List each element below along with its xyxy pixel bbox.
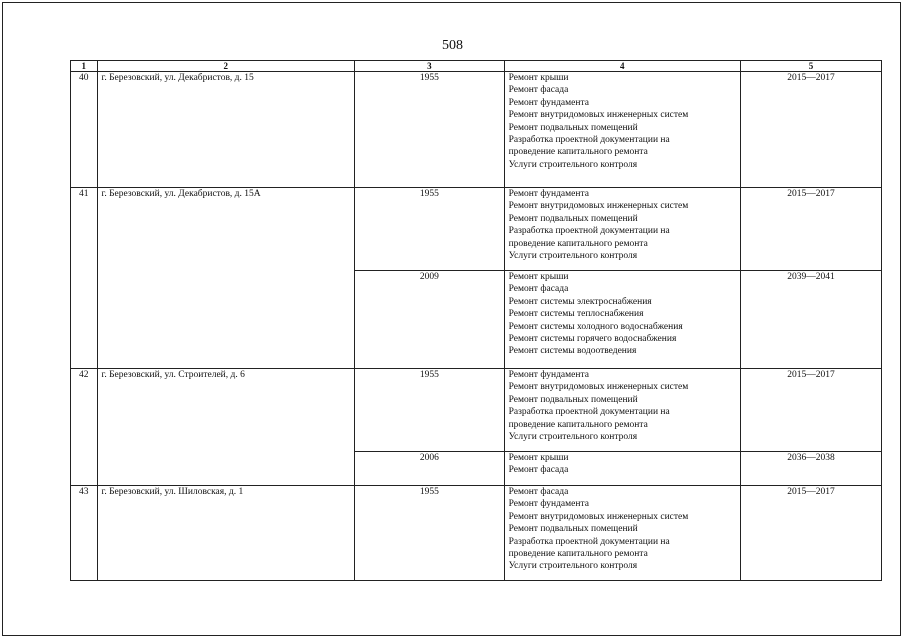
column-header: 3	[355, 61, 504, 72]
period-cell: 2015—2017	[740, 72, 881, 188]
page-number: 508	[442, 38, 463, 53]
work-item: Ремонт внутридомовых инженерных систем	[508, 110, 689, 121]
period-cell: 2015—2017	[740, 369, 881, 452]
address-cell: г. Березовский, ул. Шиловская, д. 1	[97, 486, 355, 581]
work-item: проведение капитального ремонта	[508, 419, 648, 430]
work-item: Услуги строительного контроля	[508, 251, 638, 262]
period-cell: 2015—2017	[740, 486, 881, 581]
work-item: проведение капитального ремонта	[508, 147, 648, 158]
year-cell: 1955	[355, 188, 504, 271]
work-item: Ремонт фундамента	[508, 189, 589, 199]
works-cell	[504, 486, 740, 581]
header-row	[71, 61, 882, 72]
table-row	[71, 72, 882, 188]
work-item: Ремонт крыши	[508, 272, 569, 282]
works-cell	[504, 188, 740, 271]
work-item: Ремонт фасада	[508, 85, 569, 96]
work-item: Услуги строительного контроля	[508, 159, 638, 170]
year-cell: 1955	[355, 486, 504, 581]
table-row	[71, 188, 882, 271]
period-cell: 2015—2017	[740, 188, 881, 271]
work-item: Ремонт фундамента	[508, 499, 589, 510]
work-item: проведение капитального ремонта	[508, 238, 648, 249]
work-item: Ремонт внутридомовых инженерных систем	[508, 201, 689, 212]
work-item: Ремонт подвальных помещений	[508, 213, 638, 224]
year-cell: 2006	[355, 452, 504, 486]
work-item: Ремонт подвальных помещений	[508, 524, 638, 535]
work-item: Ремонт системы теплоснабжения	[508, 309, 644, 320]
work-item: Ремонт внутридомовых инженерных систем	[508, 511, 689, 522]
work-item: Ремонт фундамента	[508, 97, 589, 108]
work-item: Разработка проектной документации на	[508, 135, 670, 146]
period-cell: 2039—2041	[740, 271, 881, 369]
work-item: Ремонт подвальных помещений	[508, 122, 638, 133]
work-item: Ремонт внутридомовых инженерных систем	[508, 382, 689, 393]
work-item: Разработка проектной документации на	[508, 407, 670, 418]
work-item: Ремонт крыши	[508, 73, 569, 83]
year-cell: 1955	[355, 369, 504, 452]
column-header: 4	[504, 61, 740, 72]
work-item: Ремонт фасада	[508, 284, 569, 295]
work-item: проведение капитального ремонта	[508, 549, 648, 560]
work-item: Ремонт фасада	[508, 465, 569, 476]
work-item: Ремонт системы электроснабжения	[508, 296, 652, 307]
works-cell	[504, 72, 740, 188]
row-number: 42	[71, 369, 98, 486]
work-item: Услуги строительного контроля	[508, 561, 638, 572]
period-cell: 2036—2038	[740, 452, 881, 486]
work-item: Услуги строительного контроля	[508, 432, 638, 443]
works-cell	[504, 369, 740, 452]
work-item: Ремонт системы холодного водоснабжения	[508, 321, 683, 332]
address-cell: г. Березовский, ул. Декабристов, д. 15А	[97, 188, 355, 369]
row-number: 40	[71, 72, 98, 188]
work-item: Ремонт фасада	[508, 487, 569, 497]
work-item: Разработка проектной документации на	[508, 226, 670, 237]
row-number: 41	[71, 188, 98, 369]
work-item: Ремонт крыши	[508, 453, 569, 463]
work-item: Ремонт системы горячего водоснабжения	[508, 334, 677, 345]
table-row	[71, 486, 882, 581]
row-number: 43	[71, 486, 98, 581]
column-header: 1	[71, 61, 98, 72]
work-item: Разработка проектной документации на	[508, 536, 670, 547]
year-cell: 2009	[355, 271, 504, 369]
table-row	[71, 369, 882, 452]
work-item: Ремонт системы водоотведения	[508, 346, 637, 357]
work-item: Ремонт фундамента	[508, 370, 589, 380]
column-header: 2	[97, 61, 355, 72]
works-cell	[504, 271, 740, 369]
works-cell	[504, 452, 740, 486]
table-body	[71, 72, 882, 581]
year-cell: 1955	[355, 72, 504, 188]
address-cell: г. Березовский, ул. Декабристов, д. 15	[97, 72, 355, 188]
repair-schedule-table	[70, 60, 882, 581]
address-cell: г. Березовский, ул. Строителей, д. 6	[97, 369, 355, 486]
work-item: Ремонт подвальных помещений	[508, 394, 638, 405]
column-header: 5	[740, 61, 881, 72]
